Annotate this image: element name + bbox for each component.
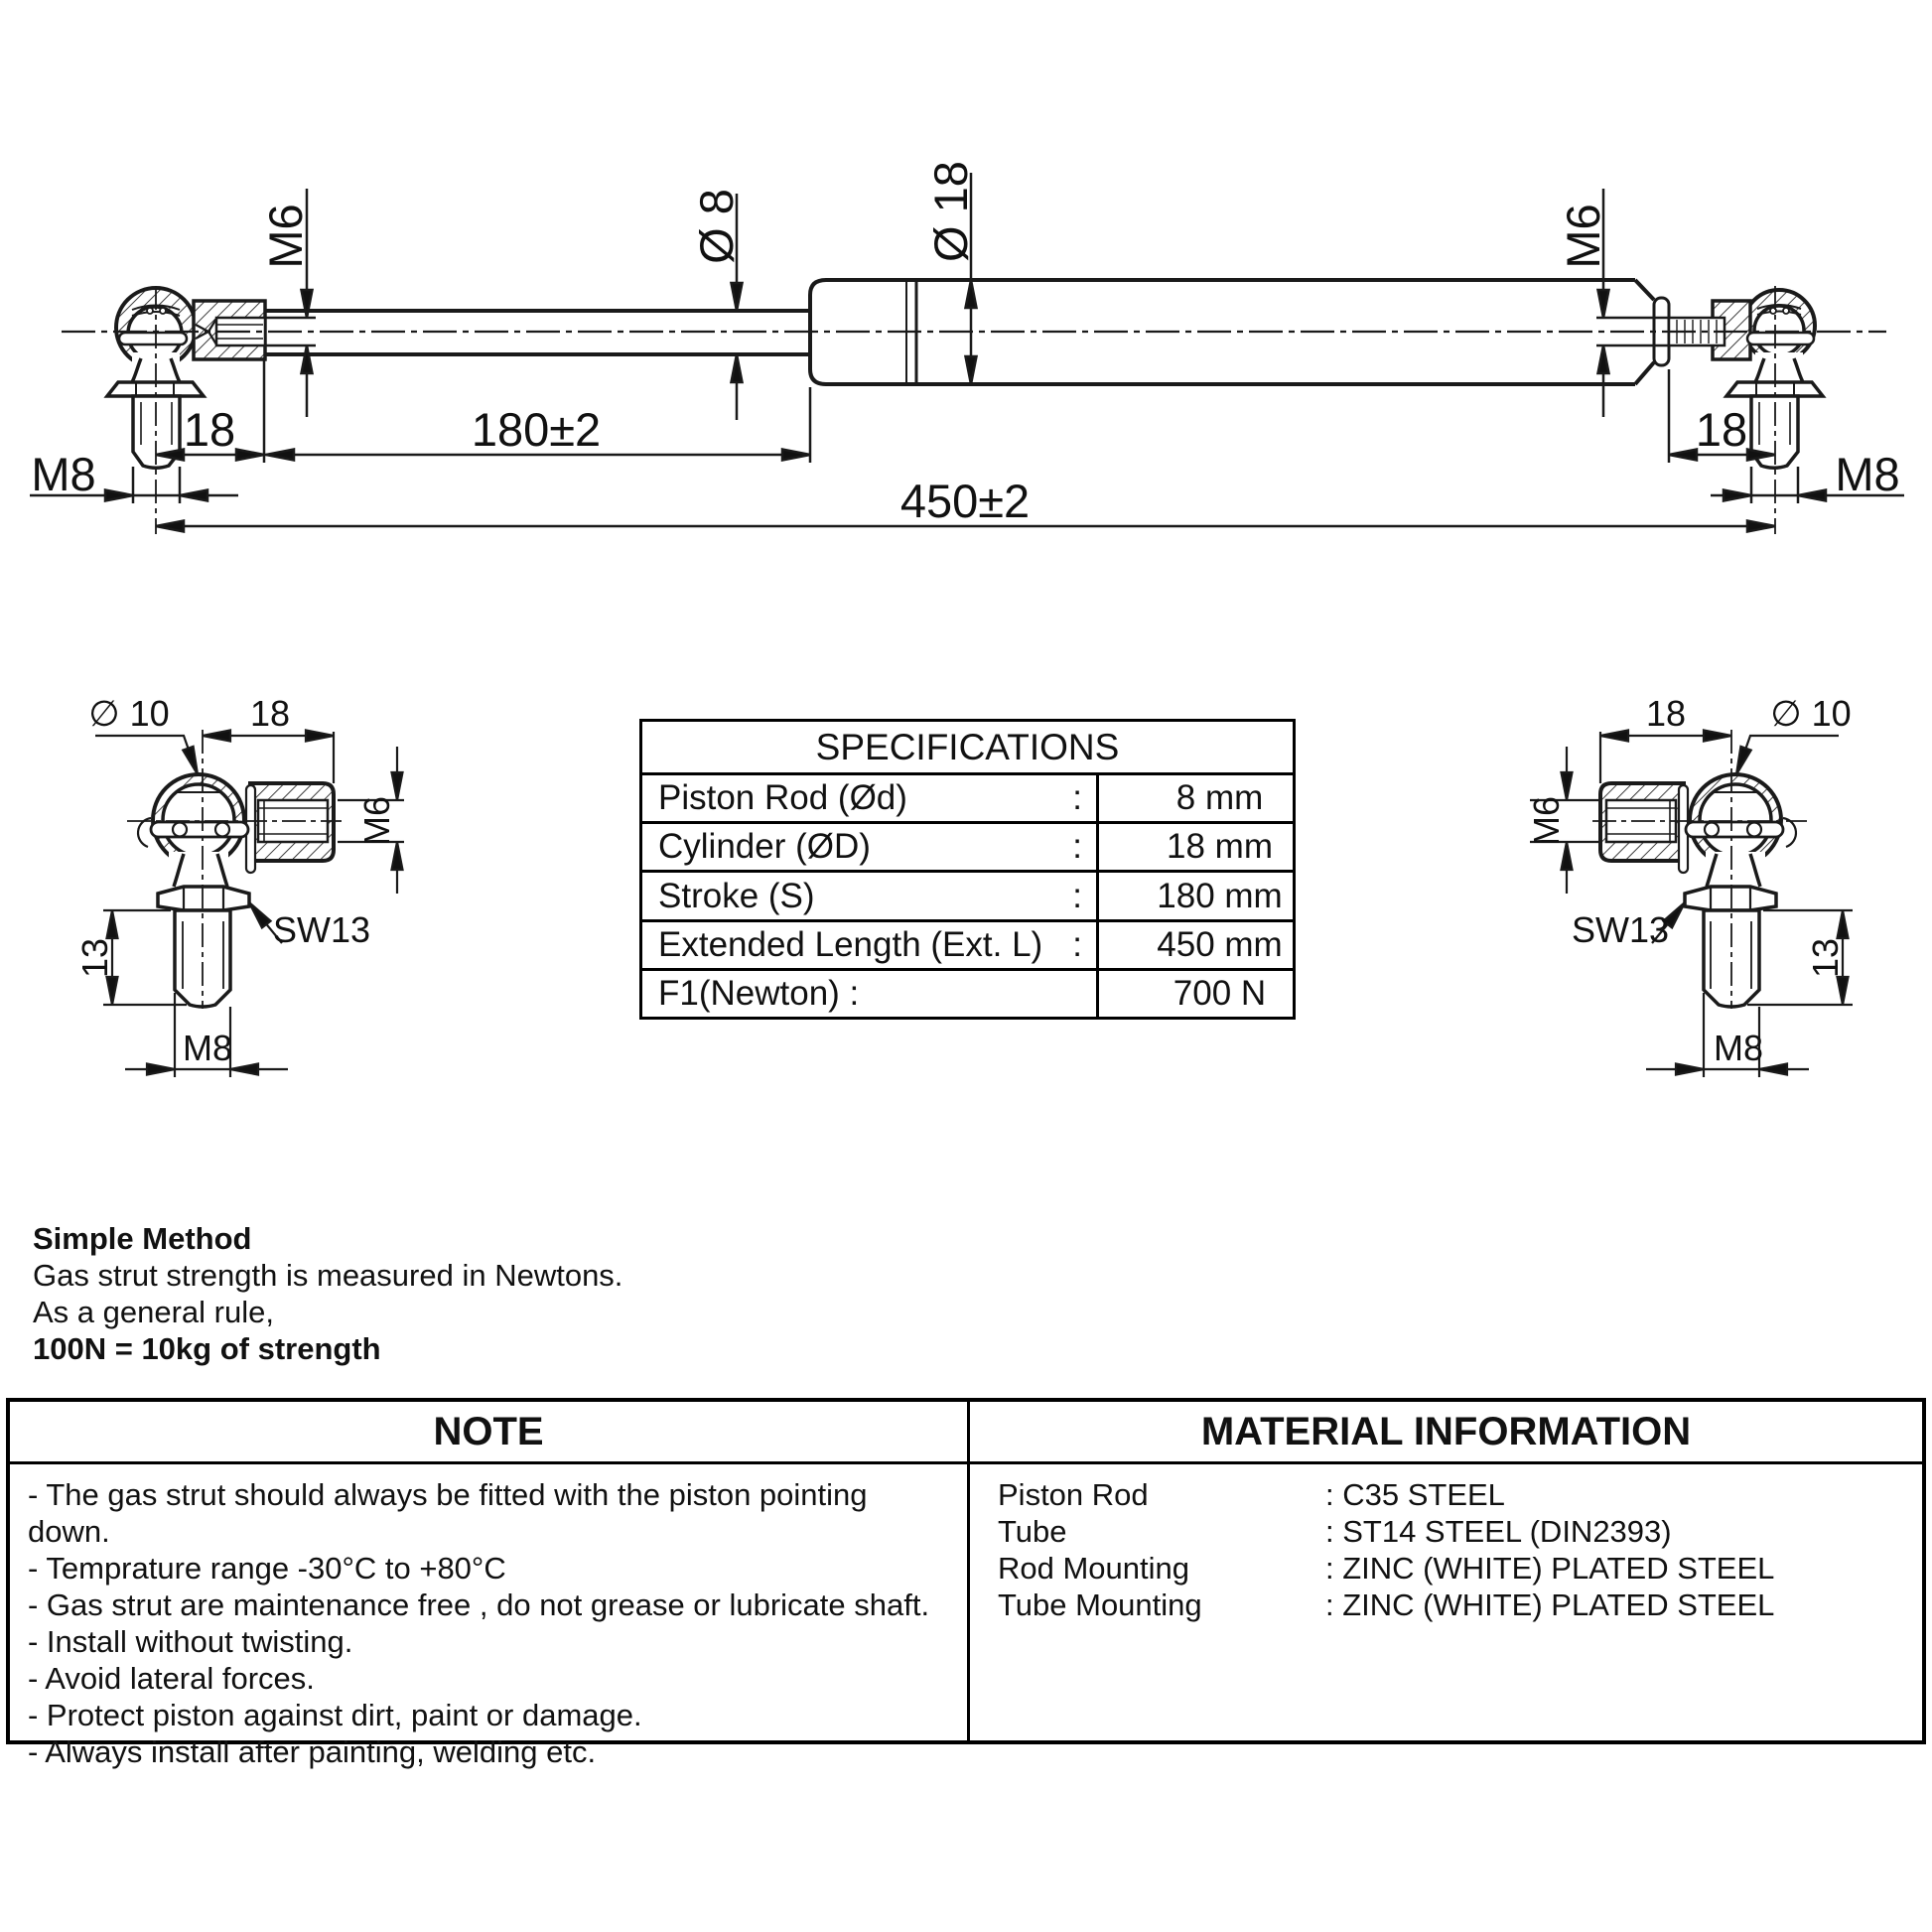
- spec-colon: :: [1072, 778, 1082, 818]
- dim-label-13-right: 13: [1805, 937, 1846, 979]
- spec-colon: :: [1072, 876, 1082, 915]
- note-item: - Avoid lateral forces.: [28, 1661, 315, 1696]
- material-value: : ZINC (WHITE) PLATED STEEL: [1325, 1551, 1775, 1586]
- material-value: : ZINC (WHITE) PLATED STEEL: [1325, 1587, 1775, 1622]
- material-row: [998, 1513, 1908, 1550]
- spec-label: Cylinder (ØD): [658, 827, 871, 867]
- dim-label-sw13-right: SW13: [1571, 909, 1670, 950]
- dim-label-m6-left: M6: [259, 204, 312, 269]
- dim-label-m8-left: M8: [31, 448, 96, 500]
- material-label: Tube Mounting: [998, 1587, 1202, 1622]
- dim-label-m8-detail-left: M8: [182, 1028, 233, 1068]
- note-item: - Protect piston against dirt, paint or damage.: [28, 1698, 642, 1732]
- dim-label-sw13-left: SW13: [272, 909, 371, 950]
- dim-label-m6-right: M6: [1557, 204, 1609, 269]
- spec-value: 450 mm: [1157, 924, 1283, 964]
- spec-label: F1(Newton) :: [658, 973, 860, 1013]
- spec-value: 700 N: [1173, 973, 1267, 1013]
- spec-row-piston-rod: [642, 772, 1293, 821]
- spec-row-f1-newton: [642, 968, 1293, 1017]
- main-strut-view: [30, 161, 1904, 534]
- specifications-table: [639, 719, 1296, 1020]
- dim-label-dia18: Ø 18: [924, 161, 977, 262]
- simple-method-note: [33, 1220, 622, 1367]
- material-row: [998, 1476, 1908, 1513]
- spec-colon: :: [1072, 924, 1082, 964]
- simple-method-rule: 100N = 10kg of strength: [33, 1331, 381, 1366]
- material-value: : ST14 STEEL (DIN2393): [1325, 1514, 1672, 1549]
- spec-label: Piston Rod (Ød): [658, 778, 907, 818]
- specifications-title: SPECIFICATIONS: [815, 726, 1120, 767]
- spec-value: 8 mm: [1175, 778, 1264, 818]
- dim-label-dia10-right: ∅ 10: [1770, 693, 1852, 734]
- labels-detail-right: [1526, 693, 1852, 1068]
- dim-label-18-right: 18: [1695, 403, 1748, 456]
- spec-label: Extended Length (Ext. L): [658, 924, 1043, 964]
- spec-row-cylinder: [642, 821, 1293, 870]
- material-title: MATERIAL INFORMATION: [970, 1402, 1922, 1464]
- simple-method-line: As a general rule,: [33, 1295, 274, 1329]
- spec-label: Stroke (S): [658, 876, 815, 915]
- material-value: : C35 STEEL: [1325, 1477, 1505, 1512]
- dim-label-m6-detail-left: M6: [356, 795, 397, 847]
- material-label: Tube: [998, 1514, 1067, 1549]
- dim-label-m8-detail-right: M8: [1713, 1028, 1764, 1068]
- simple-method-heading: Simple Method: [33, 1221, 252, 1256]
- centerlines-detail-left: [127, 730, 342, 1009]
- material-list: [970, 1464, 1922, 1623]
- dim-label-dia10-left: ∅ 10: [88, 693, 170, 734]
- material-row: [998, 1587, 1908, 1623]
- detail-left-ball-joint: [74, 693, 404, 1077]
- labels-detail-left: [74, 693, 397, 1068]
- note-title: NOTE: [10, 1402, 967, 1464]
- spec-colon: :: [1072, 827, 1082, 867]
- note-item: - Temprature range -30°C to +80°C: [28, 1551, 506, 1586]
- dim-label-13-left: 13: [74, 937, 115, 979]
- note-item: - Install without twisting.: [28, 1624, 353, 1659]
- centerlines-detail-right: [1592, 730, 1807, 1009]
- material-label: Piston Rod: [998, 1477, 1149, 1512]
- spec-value: 180 mm: [1157, 876, 1283, 915]
- spec-row-stroke: [642, 870, 1293, 918]
- dim-label-18-detail-left: 18: [249, 693, 291, 734]
- note-item: - The gas strut should always be fitted with the piston pointing down.: [28, 1477, 868, 1549]
- material-label: Rod Mounting: [998, 1551, 1190, 1586]
- dim-label-m6-detail-right: M6: [1526, 795, 1567, 847]
- dim-label-180: 180±2: [471, 403, 602, 456]
- dim-label-18-detail-right: 18: [1645, 693, 1687, 734]
- note-item: - Always install after painting, welding etc.: [28, 1734, 597, 1769]
- dim-label-m8-right: M8: [1835, 448, 1900, 500]
- spec-value: 18 mm: [1167, 827, 1273, 867]
- spec-row-extended-length: [642, 919, 1293, 968]
- detail-right-ball-joint: [1526, 693, 1853, 1077]
- dim-label-dia8: Ø 8: [690, 189, 743, 264]
- material-column: [970, 1402, 1922, 1740]
- note-item: - Gas strut are maintenance free , do not grease or lubricate shaft.: [28, 1587, 930, 1622]
- dim-label-18-left: 18: [183, 403, 236, 456]
- dim-label-450: 450±2: [899, 475, 1031, 527]
- material-row: [998, 1550, 1908, 1587]
- simple-method-line: Gas strut strength is measured in Newtons.: [33, 1258, 623, 1293]
- note-material-table: [6, 1398, 1926, 1769]
- note-column: [10, 1402, 970, 1769]
- note-list: [10, 1464, 967, 1770]
